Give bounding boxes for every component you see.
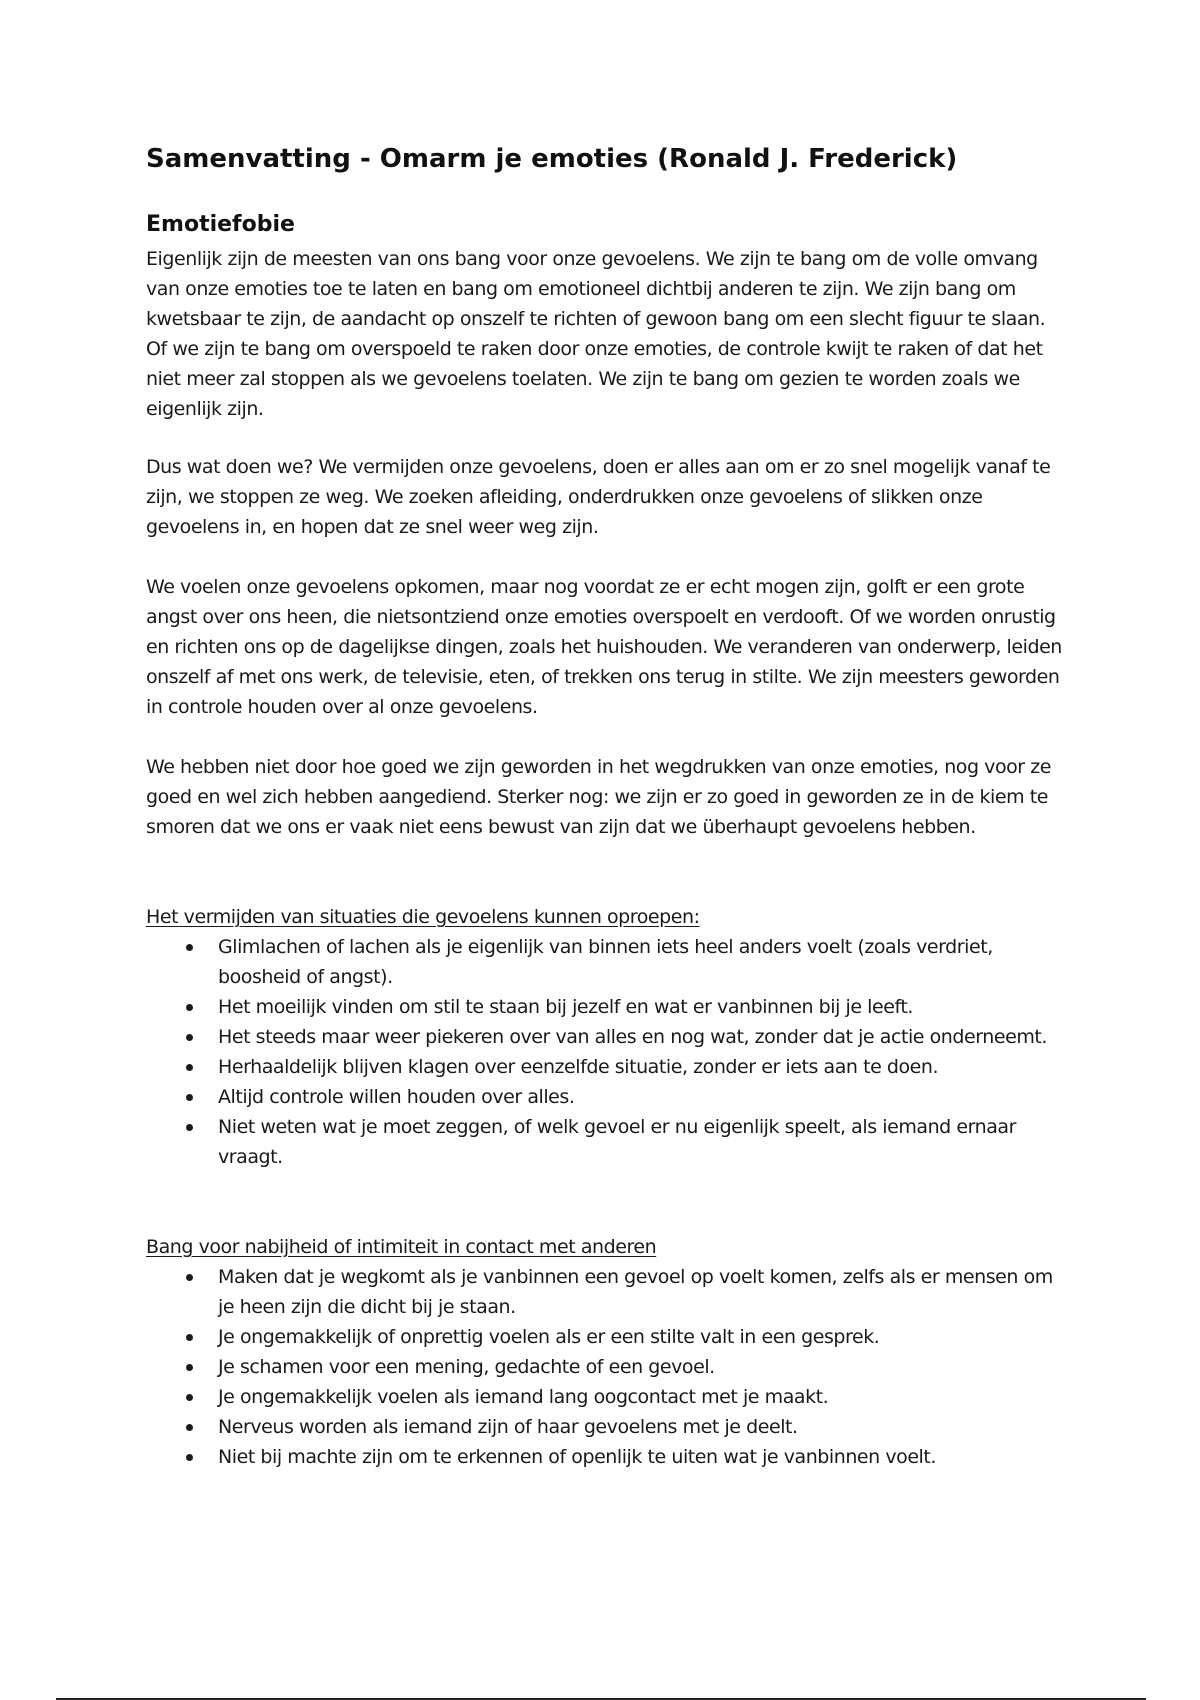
list-item [146, 1352, 1076, 1382]
list-item [146, 1322, 1076, 1352]
list-item-text: Je schamen voor een mening, gedachte of een gevoel. [218, 1356, 715, 1378]
list-item-text: Maken dat je wegkomt als je vanbinnen een gevoel op voelt komen, zelfs als er mensen om je heen zijn die dicht bij je staan. [218, 1266, 1053, 1318]
list-item-text: Glimlachen of lachen als je eigenlijk van binnen iets heel anders voelt (zoals verdriet, boosheid of angst). [218, 936, 993, 988]
bullet-icon [186, 1364, 193, 1371]
list-item-text: Altijd controle willen houden over alles. [218, 1086, 575, 1108]
bullet-icon [186, 1004, 193, 1011]
list-item-text: Het steeds maar weer piekeren over van alles en nog wat, zonder dat je actie onderneemt. [218, 1026, 1047, 1048]
list-item-text: Niet bij machte zijn om te erkennen of openlijk te uiten wat je vanbinnen voelt. [218, 1446, 936, 1468]
bullet-list-avoidance [146, 932, 1076, 1172]
paragraph-4: We hebben niet door hoe goed we zijn geworden in het wegdrukken van onze emoties, nog voor ze goed en wel zich hebben aangediend. Sterker nog: we zijn er zo goed in geworden ze in de kiem te smoren dat we ons er vaak niet eens bewust van zijn dat we überhaupt gevoelens hebben. [146, 756, 1052, 838]
paragraph-1: Eigenlijk zijn de meesten van ons bang voor onze gevoelens. We zijn te bang om de volle omvang van onze emoties toe te laten en bang om emotioneel dichtbij anderen te zijn. We zijn bang om kwetsbaar te zijn, de aandacht op onszelf te richten of gewoon bang om een slecht figuur te slaan. Of we zijn te bang om overspoeld te raken door onze emoties, de controle kwijt te raken of dat het niet meer zal stoppen als we gevoelens toelaten. We zijn te bang om gezien te worden zoals we eigenlijk zijn. [146, 248, 1046, 420]
bullet-icon [186, 1064, 193, 1071]
bullet-icon [186, 1124, 193, 1131]
paragraph-2: Dus wat doen we? We vermijden onze gevoelens, doen er alles aan om er zo snel mogelijk vanaf te zijn, we stoppen ze weg. We zoeken afleiding, onderdrukken onze gevoelens of slikken onze gevoelens in, en hopen dat ze snel weer weg zijn. [146, 456, 1051, 538]
list-item [146, 1022, 1076, 1052]
bullet-icon [186, 1274, 193, 1281]
bullet-icon [186, 944, 193, 951]
paragraph-3: We voelen onze gevoelens opkomen, maar nog voordat ze er echt mogen zijn, golft er een grote angst over ons heen, die nietsontziend onze emoties overspoelt en verdooft. Of we worden onrustig en richten ons op de dagelijkse dingen, zoals het huishouden. We veranderen van onderwerp, leiden onszelf af met ons werk, de televisie, eten, of trekken ons terug in stilte. We zijn meesters geworden in controle houden over al onze gevoelens. [146, 576, 1062, 718]
bullet-icon [186, 1424, 193, 1431]
list-item [146, 1382, 1076, 1412]
list-item-text: Je ongemakkelijk voelen als iemand lang oogcontact met je maakt. [218, 1386, 829, 1408]
list-item-text: Je ongemakkelijk of onprettig voelen als er een stilte valt in een gesprek. [218, 1326, 880, 1348]
bullet-icon [186, 1034, 193, 1041]
list-item [146, 932, 1076, 992]
list-item [146, 1262, 1076, 1322]
list-heading-intimacy: Bang voor nabijheid of intimiteit in contact met anderen [146, 1236, 657, 1258]
section-heading: Emotiefobie [146, 212, 295, 237]
list-item [146, 1112, 1076, 1172]
document-title: Samenvatting - Omarm je emoties (Ronald J. Frederick) [146, 144, 958, 174]
list-item-text: Het moeilijk vinden om stil te staan bij jezelf en wat er vanbinnen bij je leeft. [218, 996, 913, 1018]
bullet-list-intimacy [146, 1262, 1076, 1472]
bullet-icon [186, 1454, 193, 1461]
bullet-icon [186, 1334, 193, 1341]
list-item-text: Nerveus worden als iemand zijn of haar gevoelens met je deelt. [218, 1416, 798, 1438]
list-item [146, 992, 1076, 1022]
list-item [146, 1082, 1076, 1112]
list-item-text: Herhaaldelijk blijven klagen over eenzelfde situatie, zonder er iets aan te doen. [218, 1056, 939, 1078]
list-heading-avoidance: Het vermijden van situaties die gevoelens kunnen oproepen: [146, 906, 700, 928]
bullet-icon [186, 1094, 193, 1101]
list-item [146, 1052, 1076, 1082]
list-item-text: Niet weten wat je moet zeggen, of welk gevoel er nu eigenlijk speelt, als iemand ernaar vraagt. [218, 1116, 1016, 1168]
list-item [146, 1442, 1076, 1472]
list-item [146, 1412, 1076, 1442]
bullet-icon [186, 1394, 193, 1401]
